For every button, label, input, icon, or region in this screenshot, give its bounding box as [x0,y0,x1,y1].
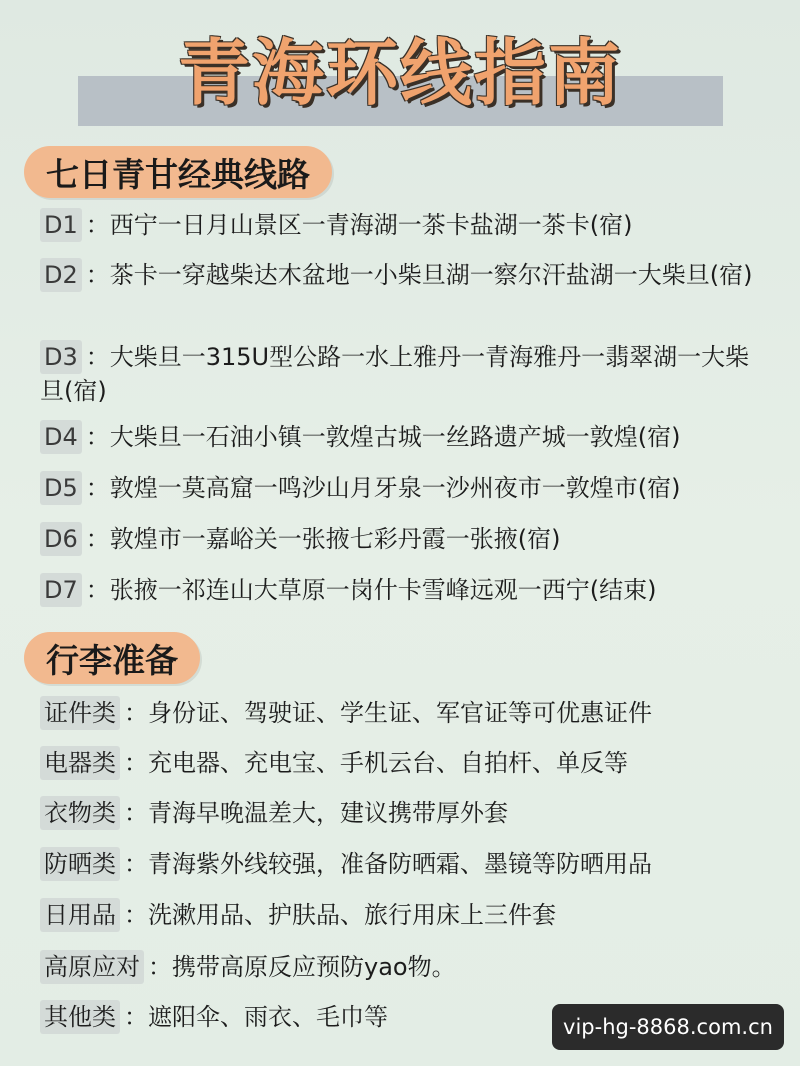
route-day-3 [40,340,770,408]
category-label: 电器类 [40,746,120,780]
day-text: 敦煌一莫高窟一鸣沙山月牙泉一沙州夜市一敦煌市(宿) [109,474,681,502]
luggage-item [40,898,780,932]
category-text: 青海紫外线较强，准备防晒霜、墨镜等防晒用品 [148,850,652,878]
category-separator: ： [124,1003,148,1031]
luggage-item [40,796,780,830]
route-day-7 [40,573,770,607]
category-text: 身份证、驾驶证、学生证、军官证等可优惠证件 [148,699,652,727]
day-text: 西宁一日月山景区一青海湖一茶卡盐湖一茶卡(宿) [109,211,633,239]
category-separator: ： [124,850,148,878]
day-separator: ： [85,474,110,502]
day-label: D4 [40,420,82,454]
day-label: D7 [40,573,82,607]
day-text: 敦煌市一嘉峪关一张掖七彩丹霞一张掖(宿) [109,525,561,553]
title-banner [0,0,800,135]
category-text: 携带高原反应预防yao物。 [172,953,456,981]
category-label: 衣物类 [40,796,120,830]
watermark-badge [552,1004,784,1050]
category-label: 防晒类 [40,847,120,881]
category-text: 遮阳伞、雨衣、毛巾等 [148,1003,388,1031]
route-day-1 [40,208,770,242]
watermark-text: vip-hg-8868.com.cn [563,1015,773,1039]
luggage-section-heading-text: 行李准备 [46,640,178,680]
category-separator: ： [124,699,148,727]
luggage-item [40,696,780,730]
category-label: 其他类 [40,1000,120,1034]
day-separator: ： [85,261,110,289]
category-separator: ： [124,799,148,827]
day-separator: ： [85,343,110,371]
day-text: 大柴旦一315U型公路一水上雅丹一青海雅丹一翡翠湖一大柴旦(宿) [40,343,750,405]
route-day-2 [40,258,770,292]
day-label: D2 [40,258,82,292]
day-text: 张掖一祁连山大草原一岗什卡雪峰远观一西宁(结束) [109,576,657,604]
category-text: 充电器、充电宝、手机云台、自拍杆、单反等 [148,749,628,777]
category-label: 高原应对 [40,950,144,984]
route-day-6 [40,522,770,556]
day-label: D5 [40,471,82,505]
category-separator: ： [124,901,148,929]
day-label: D6 [40,522,82,556]
category-text: 洗漱用品、护肤品、旅行用床上三件套 [148,901,556,929]
page-title: 青海环线指南 [177,31,622,115]
category-text: 青海早晚温差大，建议携带厚外套 [148,799,508,827]
category-label: 日用品 [40,898,120,932]
day-label: D1 [40,208,82,242]
day-text: 茶卡一穿越柴达木盆地一小柴旦湖一察尔汗盐湖一大柴旦(宿) [109,261,753,289]
route-day-5 [40,471,770,505]
day-separator: ： [85,211,110,239]
luggage-section-heading [24,632,200,684]
category-label: 证件类 [40,696,120,730]
route-day-4 [40,420,770,454]
luggage-item [40,950,780,984]
route-section-heading-text: 七日青甘经典线路 [46,154,310,194]
day-separator: ： [85,423,110,451]
luggage-item [40,746,780,780]
category-separator: ： [148,953,172,981]
route-section-heading [24,146,332,198]
day-separator: ： [85,576,110,604]
day-separator: ： [85,525,110,553]
day-label: D3 [40,340,82,374]
day-text: 大柴旦一石油小镇一敦煌古城一丝路遗产城一敦煌(宿) [109,423,681,451]
category-separator: ： [124,749,148,777]
luggage-item [40,847,780,881]
